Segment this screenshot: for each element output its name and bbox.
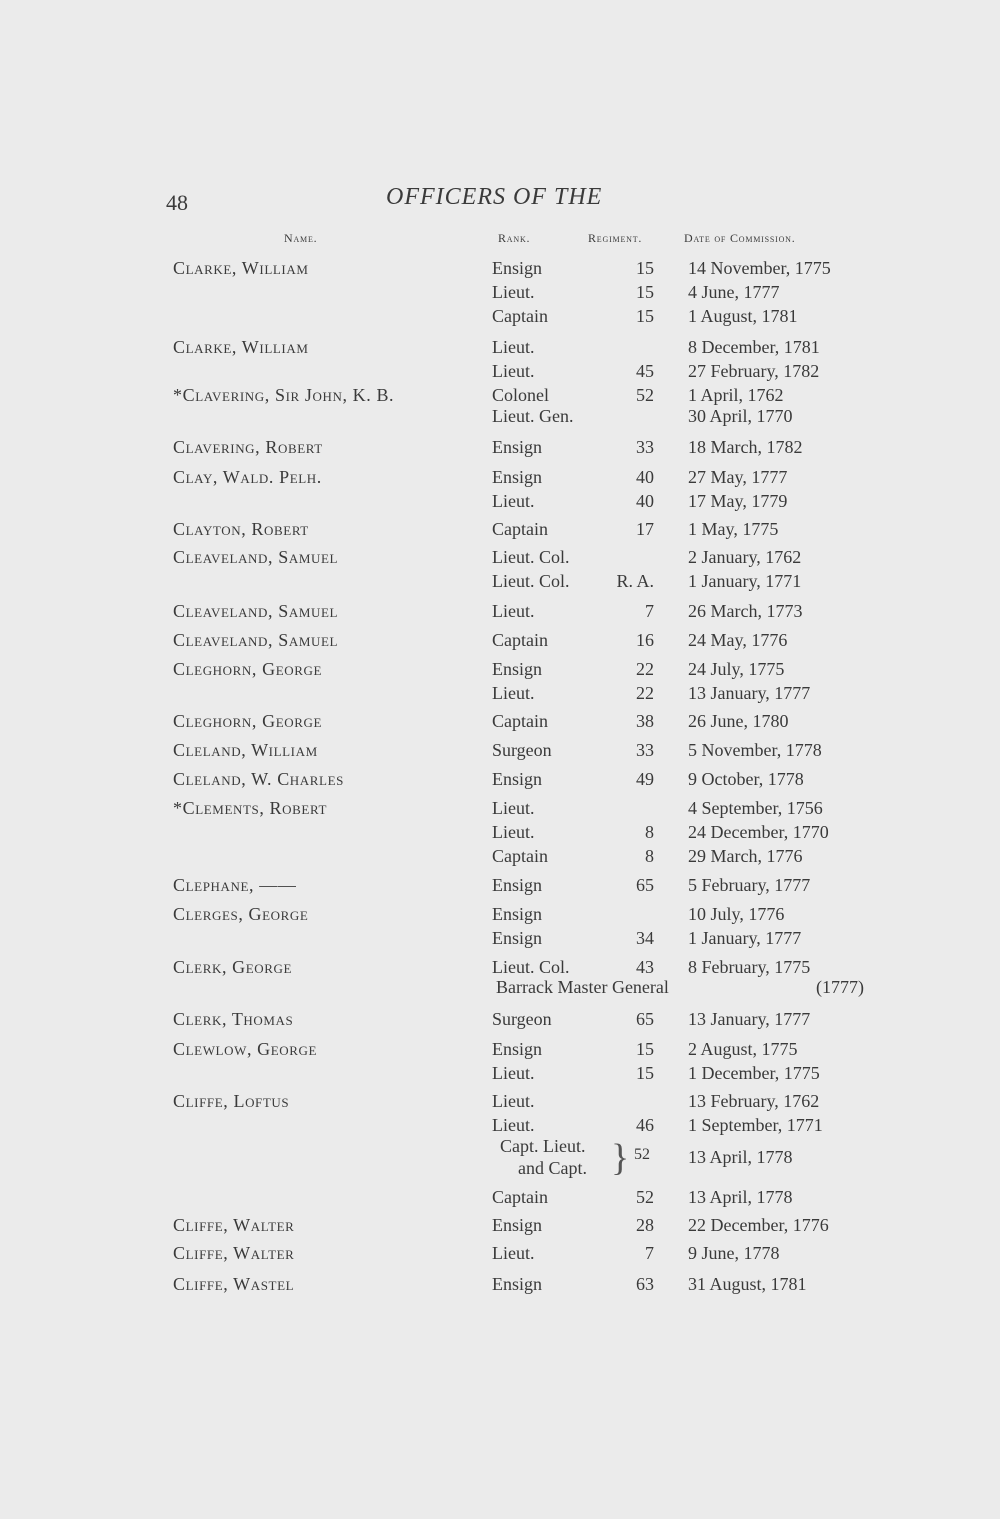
table-row [0,1215,1000,1239]
officer-name: Clerk, George [173,957,293,977]
officer-rank: Ensign [492,1215,543,1235]
table-row [0,519,1000,543]
officer-regiment: 65 [636,1009,654,1029]
officer-regiment: 28 [636,1215,654,1235]
table-row [0,1039,1000,1063]
table-row [0,571,1000,595]
table-row [0,711,1000,735]
brace-date: 13 April, 1778 [688,1147,793,1167]
table-row [0,769,1000,793]
brace-rank-line-1: Capt. Lieut. [500,1136,586,1156]
officer-rank: Ensign [492,904,543,924]
table-row [0,798,1000,822]
officer-rank: Lieut. Gen. [492,406,574,426]
commission-date: 14 November, 1775 [688,258,831,278]
commission-date: 1 September, 1771 [688,1115,823,1135]
table-row [0,928,1000,952]
officer-regiment: 45 [636,361,654,381]
officer-name: *Clavering, Sir John, K. B. [173,385,395,405]
commission-date: 4 June, 1777 [688,282,780,302]
commission-date: 8 February, 1775 [688,957,811,977]
officer-regiment: 33 [636,740,654,760]
commission-date: 2 August, 1775 [688,1039,798,1059]
commission-date: 2 January, 1762 [688,547,802,567]
officer-rank: Ensign [492,1039,543,1059]
officer-rank: Lieut. Col. [492,547,570,567]
table-row [0,306,1000,330]
commission-date: 1 January, 1771 [688,571,802,591]
commission-date: 26 March, 1773 [688,601,803,621]
table-row [0,659,1000,683]
officer-rank: Lieut. [492,1091,535,1111]
brace-regiment: 52 [634,1146,650,1163]
commission-date: 1 August, 1781 [688,306,798,326]
commission-date: 13 January, 1777 [688,1009,811,1029]
commission-date: 27 May, 1777 [688,467,788,487]
officer-rank: Ensign [492,928,543,948]
officer-rank: Ensign [492,875,543,895]
commission-date: 1 May, 1775 [688,519,779,539]
table-row [0,904,1000,928]
officer-regiment: 17 [636,519,654,539]
officer-name: Clayton, Robert [173,519,309,539]
officer-regiment: 22 [636,659,654,679]
officer-name: Cliffe, Walter [173,1215,295,1235]
column-header-date: Date of Commission. [684,231,796,245]
officer-name: Clay, Wald. Pelh. [173,467,322,487]
page-number: 48 [166,190,188,215]
officer-regiment: R. A. [616,571,654,591]
officer-rank: Ensign [492,659,543,679]
brace-entry [0,1136,1000,1184]
table-row [0,822,1000,846]
table-row [0,491,1000,515]
officer-regiment: 15 [636,1039,654,1059]
officer-regiment: 52 [636,1187,654,1207]
table-row [0,437,1000,461]
barrack-master-year: (1777) [816,977,864,997]
officer-regiment: 7 [645,1243,654,1263]
officer-rank: Ensign [492,437,543,457]
running-title: OFFICERS OF THE [386,184,603,210]
officer-name: Cliffe, Wastel [173,1274,295,1294]
officer-name: Cliffe, Walter [173,1243,295,1263]
officer-regiment: 16 [636,630,654,650]
officer-name: Cleghorn, George [173,659,323,679]
officer-name: Clerk, Thomas [173,1009,294,1029]
officer-rank: Lieut. [492,1243,535,1263]
commission-date: 24 July, 1775 [688,659,785,679]
commission-date: 27 February, 1782 [688,361,820,381]
officer-rank: Lieut. [492,601,535,621]
commission-date: 31 August, 1781 [688,1274,807,1294]
table-row [0,1009,1000,1033]
officer-rank: Captain [492,630,548,650]
commission-date: 5 November, 1778 [688,740,822,760]
table-row [0,282,1000,306]
barrack-master-text: Barrack Master General [496,977,669,997]
officer-name: Clerges, George [173,904,309,924]
officer-name: Cleaveland, Samuel [173,630,339,650]
commission-date: 13 January, 1777 [688,683,811,703]
commission-date: 29 March, 1776 [688,846,803,866]
officer-regiment: 65 [636,875,654,895]
commission-date: 8 December, 1781 [688,337,820,357]
officer-name: Cliffe, Loftus [173,1091,290,1111]
officer-name: Cleaveland, Samuel [173,601,339,621]
officer-rank: Lieut. Col. [492,957,570,977]
table-row [0,1274,1000,1298]
officer-regiment: 33 [636,437,654,457]
officer-regiment: 40 [636,491,654,511]
table-row [0,630,1000,654]
table-row [0,337,1000,361]
commission-date: 1 April, 1762 [688,385,784,405]
commission-date: 17 May, 1779 [688,491,788,511]
officer-rank: Lieut. [492,822,535,842]
officer-name: Cleland, W. Charles [173,769,344,789]
commission-date: 24 December, 1770 [688,822,829,842]
table-row [0,547,1000,571]
officer-rank: Lieut. [492,1115,535,1135]
table-row [0,601,1000,625]
officer-regiment: 22 [636,683,654,703]
commission-date: 1 December, 1775 [688,1063,820,1083]
table-row [0,1187,1000,1211]
officer-rank: Ensign [492,258,543,278]
officer-regiment: 46 [636,1115,654,1135]
commission-date: 9 June, 1778 [688,1243,780,1263]
officer-name: Clewlow, George [173,1039,318,1059]
officer-rank: Ensign [492,769,543,789]
commission-date: 4 September, 1756 [688,798,823,818]
column-header-name: Name. [284,231,318,245]
officer-regiment: 38 [636,711,654,731]
officer-regiment: 8 [645,822,654,842]
officer-name: Cleaveland, Samuel [173,547,339,567]
commission-date: 1 January, 1777 [688,928,802,948]
officer-regiment: 15 [636,306,654,326]
commission-date: 13 April, 1778 [688,1187,793,1207]
commission-date: 10 July, 1776 [688,904,785,924]
commission-date: 9 October, 1778 [688,769,804,789]
officer-regiment: 15 [636,258,654,278]
officer-regiment: 43 [636,957,654,977]
table-row [0,683,1000,707]
officer-rank: Lieut. [492,683,535,703]
officer-rank: Lieut. [492,798,535,818]
officer-name: Clephane, —— [173,875,297,895]
table-row [0,740,1000,764]
column-header-rank: Rank. [498,231,531,245]
officer-rank: Lieut. Col. [492,571,570,591]
officer-regiment: 15 [636,1063,654,1083]
officer-regiment: 40 [636,467,654,487]
table-row [0,258,1000,282]
officer-name: *Clements, Robert [173,798,327,818]
officer-regiment: 63 [636,1274,654,1294]
officer-name: Cleland, William [173,740,318,760]
officer-regiment: 15 [636,282,654,302]
commission-date: 24 May, 1776 [688,630,788,650]
commission-date: 26 June, 1780 [688,711,789,731]
officer-rank: Surgeon [492,1009,552,1029]
officer-regiment: 8 [645,846,654,866]
officer-rank: Lieut. [492,337,535,357]
officer-regiment: 49 [636,769,654,789]
officer-regiment: 34 [636,928,654,948]
officer-rank: Lieut. [492,282,535,302]
officer-rank: Captain [492,1187,548,1207]
officer-name: Cleghorn, George [173,711,323,731]
officer-rank: Ensign [492,1274,543,1294]
officer-name: Clavering, Robert [173,437,323,457]
officer-rank: Captain [492,306,548,326]
officer-rank: Colonel [492,385,549,405]
brace-rank-line-2: and Capt. [518,1158,587,1178]
officer-regiment: 7 [645,601,654,621]
officer-rank: Lieut. [492,491,535,511]
commission-date: 30 April, 1770 [688,406,793,426]
table-row [0,1091,1000,1115]
officer-rank: Captain [492,711,548,731]
table-row [0,361,1000,385]
commission-date: 18 March, 1782 [688,437,803,457]
officer-rank: Ensign [492,467,543,487]
table-row [0,406,1000,430]
commission-date: 5 February, 1777 [688,875,811,895]
commission-date: 22 December, 1776 [688,1215,829,1235]
table-row [0,875,1000,899]
officer-rank: Captain [492,846,548,866]
officer-rank: Captain [492,519,548,539]
brace-symbol: } [611,1137,630,1179]
table-row [0,1243,1000,1267]
table-row [0,467,1000,491]
table-row [0,1063,1000,1087]
officer-name: Clarke, William [173,258,309,278]
officer-name: Clarke, William [173,337,309,357]
commission-date: 13 February, 1762 [688,1091,820,1111]
officer-regiment: 52 [636,385,654,405]
officer-rank: Lieut. [492,361,535,381]
officer-rank: Surgeon [492,740,552,760]
table-row [0,846,1000,870]
officer-rank: Lieut. [492,1063,535,1083]
column-header-regiment: Regiment. [588,231,643,245]
